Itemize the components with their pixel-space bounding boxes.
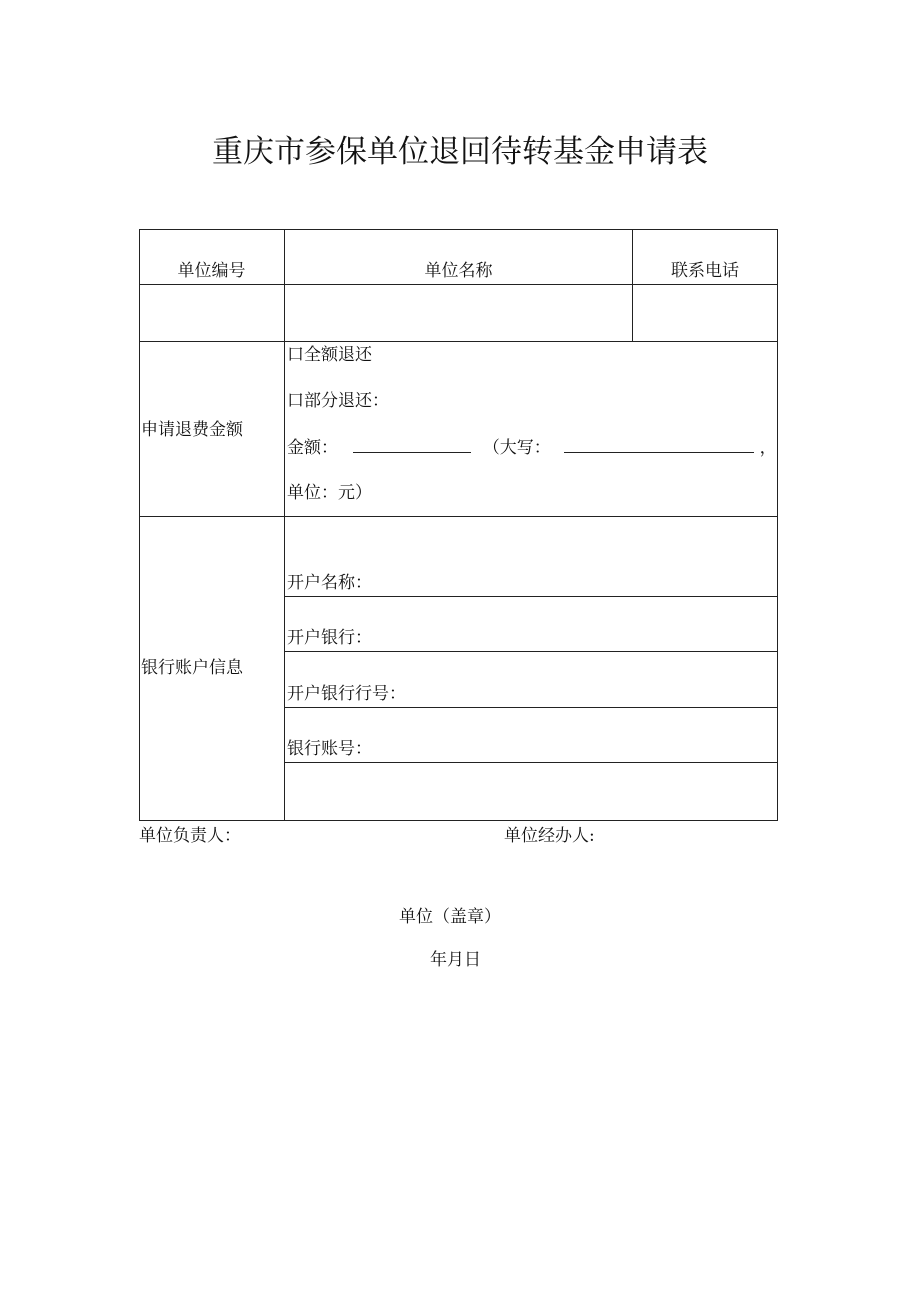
amount-label: 金额： bbox=[287, 438, 338, 458]
amount-row bbox=[287, 438, 777, 458]
unit-code-header: 单位编号 bbox=[177, 261, 246, 281]
account-name-field[interactable]: 开户名称： bbox=[287, 573, 372, 593]
amount-comma: ， bbox=[759, 438, 777, 458]
row-divider-refund bbox=[139, 516, 778, 517]
bank-row-divider-4 bbox=[285, 762, 778, 763]
table-border-top bbox=[139, 229, 778, 230]
table-border-right bbox=[777, 229, 778, 821]
form-title: 重庆市参保单位退回待转基金申请表 bbox=[212, 134, 708, 170]
unit-leader-label: 单位负责人： bbox=[139, 826, 241, 846]
full-refund-option[interactable]: 口全额退还 bbox=[287, 345, 372, 365]
bank-code-field[interactable]: 开户银行行号： bbox=[287, 684, 406, 704]
account-number-field[interactable]: 银行账号： bbox=[287, 739, 372, 759]
refund-amount-label: 申请退费金额 bbox=[141, 420, 243, 440]
phone-cell[interactable] bbox=[633, 285, 777, 341]
capital-amount-label: （大写： bbox=[482, 438, 551, 458]
bank-name-field[interactable]: 开户银行： bbox=[287, 628, 372, 648]
table-border-bottom bbox=[139, 820, 778, 821]
application-form-table bbox=[139, 229, 778, 821]
date-label: 年月日 bbox=[430, 950, 481, 970]
bank-row-divider-1 bbox=[285, 596, 778, 597]
unit-name-cell[interactable] bbox=[285, 285, 632, 341]
refund-unit-line: 单位：元） bbox=[287, 483, 372, 503]
phone-header: 联系电话 bbox=[671, 261, 739, 281]
capital-amount-blank[interactable] bbox=[564, 438, 754, 453]
unit-seal-label: 单位（盖章） bbox=[399, 907, 501, 927]
bank-row-divider-3 bbox=[285, 707, 778, 708]
unit-name-header: 单位名称 bbox=[424, 261, 493, 281]
bank-info-label: 银行账户信息 bbox=[141, 658, 243, 678]
bank-row-divider-2 bbox=[285, 651, 778, 652]
unit-code-cell[interactable] bbox=[140, 285, 284, 341]
row-divider-info bbox=[139, 341, 778, 342]
partial-refund-option[interactable]: 口部分退还： bbox=[287, 391, 389, 411]
amount-blank[interactable] bbox=[353, 438, 471, 453]
unit-handler-label: 单位经办人: bbox=[504, 826, 595, 846]
